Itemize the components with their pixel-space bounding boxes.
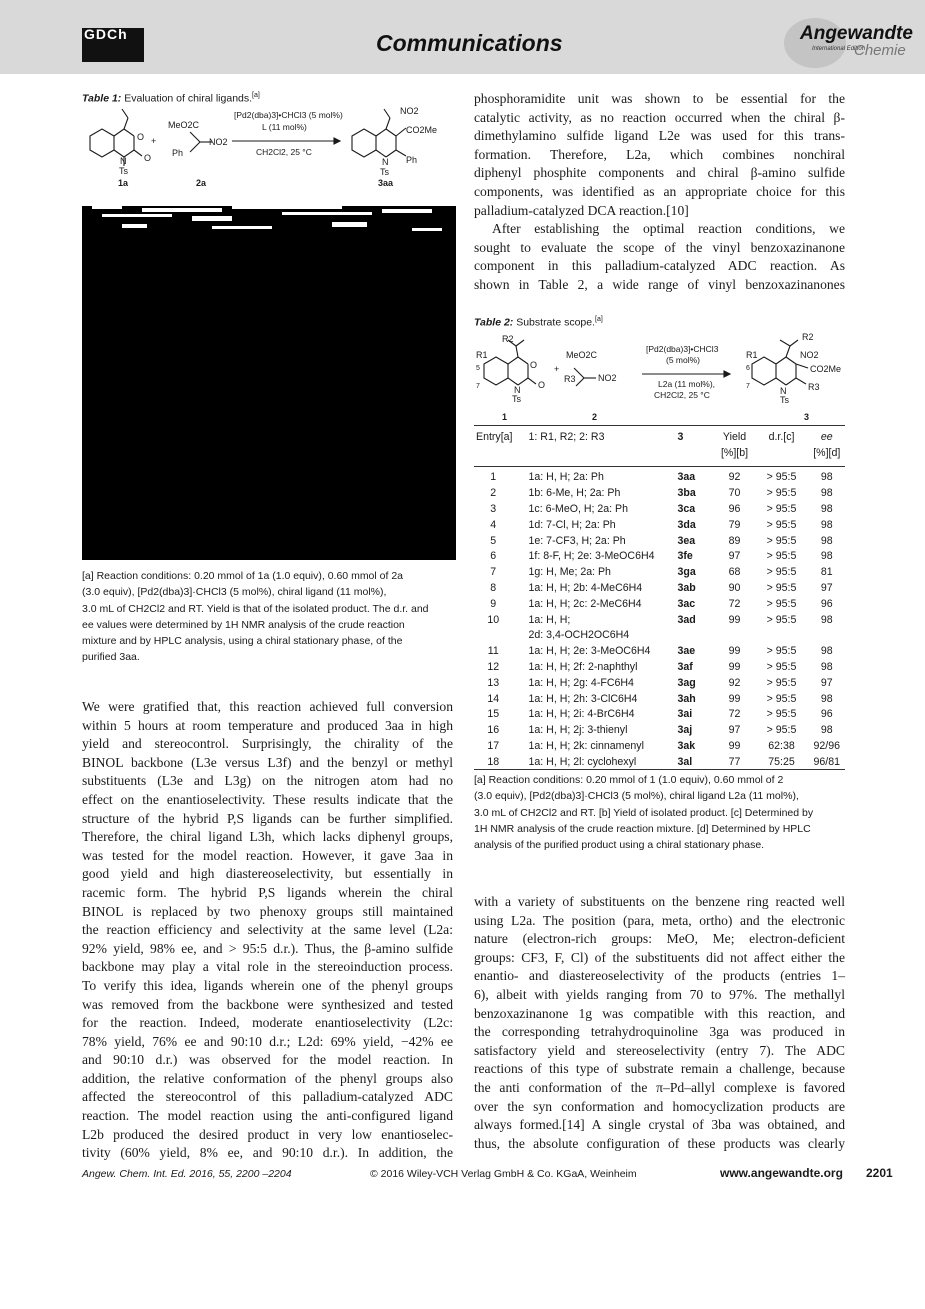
body-line: We were gratified that, this reaction achieved full conversion: [82, 699, 453, 714]
scheme2-r1: R1: [476, 350, 488, 360]
row-ee: 98: [820, 724, 833, 737]
scheme2-pos7: 7: [476, 383, 480, 390]
row-dr: > 95:5: [766, 645, 797, 658]
row-entry: 16: [487, 724, 500, 737]
row-entry: 5: [490, 534, 497, 547]
body-line: good yield and high diastereoselectivity, but essentially in: [82, 866, 453, 882]
body-line: components, was identified as an appropriate choice for this: [474, 183, 845, 199]
table2-caption-label: Table 2:: [474, 316, 514, 329]
body-line: catalytic activity, as no reaction occurred when the chiral β-: [474, 109, 845, 125]
body-line: was removed from the backbone were synthesized and tested: [82, 996, 453, 1012]
row-dr: 62:38: [768, 740, 795, 753]
row-entry: 3: [490, 503, 497, 516]
row-yield: 77: [728, 755, 741, 768]
benzene-ring-3aa: [352, 129, 376, 157]
body-line: formation. Therefore, L2a, which combines nonchiral: [474, 146, 845, 162]
row-entry: 15: [487, 708, 500, 721]
row-entry: 6: [490, 550, 497, 563]
table-row: [474, 754, 844, 770]
table2-header-rule: [474, 466, 845, 467]
table2-footnote-line: 1H NMR analysis of the crude reaction mixture. [d] Determined by HPLC: [474, 822, 811, 835]
body-line: tivity (60% yield, 8% ee, and 90:10 d.r.). In addition, the: [82, 1145, 453, 1161]
scheme1-o-carbonyl: O: [144, 153, 152, 163]
table2-footnote: [474, 772, 849, 853]
row-product: 3ac: [677, 597, 696, 610]
table2-footnote-line: analysis of the purified product using a chiral stationary phase.: [474, 839, 765, 852]
scheme1-ph: Ph: [172, 148, 184, 158]
row-ee: [810, 628, 844, 644]
scheme1-product-ts: Ts: [380, 167, 389, 177]
scheme2-reagent-top: [Pd2(dba)3]•CHCl3: [646, 344, 719, 354]
table-header-row: [474, 429, 844, 445]
row-dr: > 95:5: [766, 550, 797, 563]
header-substrates: 1: R1, R2; 2: R3: [528, 430, 605, 443]
scheme1-reagent-top: [Pd2(dba)3]•CHCl3 (5 mol%): [234, 110, 343, 120]
body-line: backbone may play a vital role in the stereoinduction process.: [82, 959, 453, 975]
row-dr: > 95:5: [766, 692, 797, 705]
table-row: [474, 533, 844, 549]
body-line: within 5 hours at room temperature and produced 3aa in high: [82, 717, 453, 733]
row-substrates: 1d: 7-Cl, H; 2a: Ph: [528, 518, 616, 531]
row-yield: 92: [728, 471, 741, 484]
scheme2-product-r2: R2: [802, 332, 814, 342]
scheme1-ts: Ts: [119, 166, 128, 176]
scheme2-product-no2: NO2: [800, 350, 819, 360]
body-line: dimethylamino sulfide ligand L2e was used for this trans-: [474, 128, 845, 144]
label-2a: 2a: [196, 178, 207, 188]
body-line: structure of the hybrid P,S ligands can be further simplified.: [82, 810, 453, 826]
scheme2-conditions: CH2Cl2, 25 °C: [654, 390, 710, 400]
row-ee: 98: [820, 487, 833, 500]
row-substrates: 1b: 6-Me, H; 2a: Ph: [528, 487, 621, 500]
scheme1-product-no2: NO2: [400, 106, 419, 116]
scheme1-product-co2me: CO2Me: [406, 125, 438, 135]
body-line: diphenyl phosphite components and chiral β-amino sulfide: [474, 165, 845, 181]
body-line: addition, the relative conformation of the phenyl groups also: [82, 1070, 453, 1086]
journal-name: Angewandte: [800, 23, 913, 44]
table1-caption-ref: [a]: [252, 92, 260, 99]
body-line: the anti conformation of the π–Pd–allyl complexe is favored: [474, 1079, 845, 1095]
body-line: the reaction efficiency and selectivity at the same level (L2a:: [82, 922, 453, 938]
row-product: 3af: [677, 661, 693, 674]
body-line: reactions of this type of substrate remain a challenge, because: [474, 1061, 845, 1077]
row-substrates: 1a: H, H; 2g: 4-FC6H4: [528, 676, 634, 689]
row-product: 3ab: [677, 582, 696, 595]
row-entry: 9: [490, 597, 497, 610]
scheme2-pos5: 5: [476, 365, 480, 372]
body-line: with a variety of substituents on the benzene ring reacted well: [474, 894, 845, 909]
label-3: 3: [804, 412, 810, 422]
row-substrates: 1a: H, H; 2f: 2-naphthyl: [528, 661, 638, 674]
row-yield: 92: [728, 676, 741, 689]
table-row: [474, 580, 844, 596]
row-yield: 96: [728, 503, 741, 516]
row-dr: > 95:5: [766, 487, 797, 500]
table-row: [474, 643, 844, 659]
table-row: [474, 470, 844, 486]
row-entry: 13: [487, 676, 500, 689]
row-ee: 81: [820, 566, 833, 579]
table-row: [474, 517, 844, 533]
journal-sub: Chemie: [854, 42, 906, 59]
body-line: always formed.[14] A single crystal of 3ba was obtained, and: [474, 1117, 845, 1133]
table1-reaction-scheme: [82, 104, 462, 190]
row-substrates: 1c: 6-MeO, H; 2a: Ph: [528, 503, 629, 516]
left-column-body: [82, 698, 453, 1163]
row-entry: 7: [490, 566, 497, 579]
scheme1-product-ph: Ph: [406, 155, 418, 165]
footer-citation: Angew. Chem. Int. Ed. 2016, 55, 2200 –2204: [82, 1168, 292, 1180]
header-substrates-2: [513, 445, 678, 461]
body-line: nature (electron-rich groups: MeO, Me; electron-deficient: [474, 931, 845, 947]
row-ee: 98: [820, 661, 833, 674]
table1-caption-label: Table 1:: [82, 92, 122, 105]
body-line: 92% yield, 98% ee, and > 95:5 d.r.). Thus, the β-amino sulfide: [82, 940, 453, 956]
scheme1-o-ring: O: [137, 132, 145, 142]
row-dr: > 95:5: [766, 518, 797, 531]
row-entry: 12: [487, 661, 500, 674]
row-product: 3ca: [677, 503, 696, 516]
row-substrates: 1f: 8-F, H; 2e: 3-MeOC6H4: [528, 550, 655, 563]
row-yield: 99: [728, 645, 741, 658]
table-row: [474, 738, 844, 754]
label-2: 2: [592, 412, 598, 422]
body-line: satisfactory yield and stereoselectivity (entry 7). The ADC: [474, 1042, 845, 1058]
scheme2-o-ring: O: [530, 360, 538, 370]
table2-reaction-scheme: [474, 330, 854, 422]
row-ee: 98: [820, 550, 833, 563]
row-ee: 98: [820, 534, 833, 547]
table-row: [474, 675, 844, 691]
row-product: 3ae: [677, 645, 696, 658]
row-entry: 11: [487, 645, 499, 658]
footer-url[interactable]: www.angewandte.org: [720, 1166, 843, 1180]
scheme2-ester: MeO2C: [566, 350, 598, 360]
row-ee: 98: [820, 692, 833, 705]
body-line: After establishing the optimal reaction conditions, we: [492, 221, 845, 237]
row-yield: 89: [728, 534, 741, 547]
table-row: [474, 707, 844, 723]
scheme2-r3: R3: [564, 374, 576, 384]
table1-scan-noise: [82, 200, 456, 240]
scheme1-product-n: N: [382, 157, 389, 167]
header-dr-2: [754, 445, 810, 461]
body-line: groups: CF3, F, Cl) of the substituents did not affect either the: [474, 949, 845, 965]
scheme2-r2: R2: [502, 334, 514, 344]
body-line: To verify this idea, ligands wherein one of the phenyl groups: [82, 977, 453, 993]
body-line: enantio- and diastereoselectivity of the products (entries 1–: [474, 968, 845, 984]
page-number: 2201: [866, 1166, 893, 1180]
table2-caption: [474, 316, 603, 329]
row-entry: 17: [487, 740, 500, 753]
row-product: 3ah: [677, 692, 696, 705]
body-line: BINOL backbone (L3e versus L3f) and the benzyl or methyl: [82, 754, 453, 770]
table2-footnote-line: 3.0 mL of CH2Cl2 and RT. [b] Yield of isolated product. [c] Determined by: [474, 806, 814, 819]
row-substrates: 1e: 7-CF3, H; 2a: Ph: [528, 534, 626, 547]
row-substrates: 1a: H, H; 2e: 3-MeOC6H4: [528, 645, 651, 658]
body-line: and 90:10 d.r.) was observed for the model reaction. In: [82, 1052, 453, 1068]
right-column-top: [474, 90, 845, 295]
row-entry: 4: [490, 518, 497, 531]
table1-footnote-line: purified 3aa.: [82, 651, 140, 664]
body-line: over the syn conformation and homocyclization products are: [474, 1098, 845, 1114]
body-line: using L2a. The position (para, meta, ortho) and the electronic: [474, 912, 845, 928]
body-line: affected the stereocontrol of this palladium-catalyzed ADC: [82, 1089, 453, 1105]
row-dr: 75:25: [768, 755, 795, 768]
row-entry: 1: [490, 471, 497, 484]
row-entry: 18: [487, 755, 500, 768]
table2-caption-text: Substrate scope.: [513, 316, 596, 329]
body-line: palladium-catalyzed DCA reaction.[10]: [474, 202, 689, 218]
row-product: 3al: [677, 755, 693, 768]
body-line: the corresponding tetrahydroquinoline 3ga was produced in: [474, 1024, 845, 1040]
benzene-ring-1a: [90, 129, 114, 157]
row-ee: 98: [820, 471, 833, 484]
table-row: [474, 549, 844, 565]
row-entry: 10: [487, 613, 500, 626]
table2-bottom-rule: [474, 769, 845, 770]
header-ee: ee: [820, 430, 833, 443]
scheme2-no2: NO2: [598, 373, 617, 383]
body-line: sought to evaluate the scope of the vinyl benzoxazinanone: [474, 239, 845, 255]
publisher-logo-text: GDCh: [84, 26, 128, 42]
scheme2-o-carbonyl: O: [538, 380, 546, 390]
table-row: [474, 722, 844, 738]
scheme1-n: N: [120, 156, 127, 166]
table1-footnote-line: ee values were determined by 1H NMR analysis of the crude reaction: [82, 618, 405, 631]
header-entry: Entry[a]: [476, 430, 513, 443]
row-dr: > 95:5: [766, 582, 797, 595]
row-dr: > 95:5: [766, 613, 797, 626]
table1-obscured-region: [82, 200, 456, 560]
right-column-body: [474, 893, 845, 1153]
body-line: Therefore, the chiral ligand L3h, which lacks diphenyl groups,: [82, 829, 453, 845]
row-yield: 99: [728, 613, 741, 626]
header-product-2: [678, 445, 716, 461]
row-yield: 97: [728, 550, 741, 563]
table1-footnote-line: (3.0 equiv), [Pd2(dba)3]·CHCl3 (5 mol%), chiral ligand (11 mol%),: [82, 586, 387, 599]
row-ee: 96: [820, 708, 833, 721]
body-line: L2b produced the desired product in very low enantioselec-: [82, 1126, 453, 1142]
scheme2-product-r1: R1: [746, 350, 758, 360]
row-ee: 98: [820, 645, 833, 658]
row-substrates: 1a: H, H; 2b: 4-MeC6H4: [528, 582, 643, 595]
body-line: benzoxazinanone 1g was compatible with this reaction, and: [474, 1005, 845, 1021]
body-line: yield and stereocontrol. Surprisingly, the chirality of the: [82, 736, 453, 752]
header-dr: d.r.[c]: [768, 430, 795, 443]
substrate-scope-table: [474, 429, 844, 770]
section-title: Communications: [376, 30, 563, 56]
scheme2-product-pos6: 6: [746, 365, 750, 372]
row-yield: [716, 628, 754, 644]
row-substrates: 1a: H, H; 2a: Ph: [528, 471, 604, 484]
row-dr: > 95:5: [766, 597, 797, 610]
row-dr: > 95:5: [766, 708, 797, 721]
row-yield: 68: [728, 566, 741, 579]
body-line: component in this palladium-catalyzed ADC reaction. As: [474, 258, 845, 274]
row-ee: 92/96: [813, 740, 841, 753]
row-dr: > 95:5: [766, 503, 797, 516]
table2-footnote-line: [a] Reaction conditions: 0.20 mmol of 1 (1.0 equiv), 0.60 mmol of 2: [474, 774, 784, 786]
header-product: 3: [677, 430, 684, 443]
row-product: 3aj: [677, 724, 693, 737]
row-dr: > 95:5: [766, 661, 797, 674]
table-header-row-2: [474, 445, 844, 461]
footer-copyright: © 2016 Wiley-VCH Verlag GmbH & Co. KGaA, Weinheim: [370, 1168, 637, 1180]
header-entry-2: [474, 445, 513, 461]
row-substrates: 1a: H, H; 2k: cinnamenyl: [528, 740, 644, 753]
table2-footnote-line: (3.0 equiv), [Pd2(dba)3]·CHCl3 (5 mol%), chiral ligand L2a (11 mol%),: [474, 790, 799, 803]
body-line: substituents (L3e and L3g) on the nitrogen atom had no: [82, 773, 453, 789]
row-product: 3fe: [677, 550, 693, 563]
row-dr: [754, 628, 810, 644]
table-row: [474, 628, 844, 644]
table2-caption-ref: [a]: [595, 316, 603, 323]
table1-footnote-line: 3.0 mL of CH2Cl2 and RT. Yield is that of the isolated product. The d.r. and: [82, 602, 429, 615]
row-product: 3ga: [677, 566, 696, 579]
scheme2-product-pos7: 7: [746, 383, 750, 390]
scheme2-product-n: N: [780, 386, 787, 396]
body-line: shown in Table 2, a wide range of vinyl benzoxazinanones: [474, 276, 845, 292]
row-ee: 96/81: [813, 755, 841, 768]
table1-footnote-line: [a] Reaction conditions: 0.20 mmol of 1a (1.0 equiv), 0.60 mmol of 2a: [82, 570, 404, 582]
row-product: 3ea: [677, 534, 696, 547]
row-substrates: 1a: H, H; 2h: 3-ClC6H4: [528, 692, 638, 705]
table1-caption: [82, 92, 260, 105]
row-entry: 2: [490, 487, 497, 500]
body-line: 78% yield, 76% ee and 90:10 d.r.; L2d: 69% yield, −42% ee: [82, 1033, 453, 1049]
body-line: was tested for the model reaction. However, it gave 3aa in: [82, 847, 453, 863]
row-product: 3da: [677, 518, 696, 531]
body-line: 6), albeit with yields ranging from 70 to 97%. The methallyl: [474, 986, 845, 1002]
row-ee: 97: [820, 676, 833, 689]
label-1a: 1a: [118, 178, 129, 188]
body-line: phosphoramidite unit was shown to be essential for the: [474, 91, 845, 106]
row-yield: 72: [728, 708, 741, 721]
table-row: [474, 564, 844, 580]
table1-caption-text: Evaluation of chiral ligands.: [121, 92, 253, 105]
scheme2-n: N: [514, 385, 521, 395]
body-line: racemic form. The hybrid P,S ligands wherein the chiral: [82, 884, 453, 900]
journal-edition: International Edition: [812, 46, 866, 52]
row-substrates: 1a: H, H; 2i: 4-BrC6H4: [528, 708, 635, 721]
row-yield: 97: [728, 724, 741, 737]
row-substrates: 1a: H, H; 2l: cyclohexyl: [528, 755, 637, 768]
table1-footnote-line: mixture and by HPLC analysis, using a chiral stationary phase, of the: [82, 635, 403, 648]
row-product: 3ai: [677, 708, 693, 721]
row-yield: 99: [728, 692, 741, 705]
scheme2-plus: +: [554, 364, 560, 374]
row-ee: 97: [820, 582, 833, 595]
row-dr: > 95:5: [766, 676, 797, 689]
row-ee: 98: [820, 613, 833, 626]
scheme2-reagent-mid: (5 mol%): [666, 355, 701, 365]
row-yield: 99: [728, 740, 741, 753]
table-row: [474, 501, 844, 517]
row-dr: > 95:5: [766, 471, 797, 484]
scheme1-ester: MeO2C: [168, 120, 200, 130]
row-ee: 98: [820, 503, 833, 516]
row-substrates: 1g: H, Me; 2a: Ph: [528, 566, 611, 579]
scheme2-product-co2me: CO2Me: [810, 364, 842, 374]
row-entry: [474, 628, 513, 644]
row-substrates: 2d: 3,4-OCH2OC6H4: [528, 629, 630, 642]
label-3aa: 3aa: [378, 178, 394, 188]
table-row: [474, 691, 844, 707]
row-ee: 98: [820, 518, 833, 531]
table-row: [474, 659, 844, 675]
scheme2-product-r3: R3: [808, 382, 820, 392]
table-row: [474, 485, 844, 501]
row-product: 3aa: [677, 471, 696, 484]
scheme2-reagent-l: L2a (11 mol%),: [658, 379, 716, 389]
row-ee: 96: [820, 597, 833, 610]
scheme2-product-ts: Ts: [780, 395, 789, 405]
scheme1-plus: +: [151, 136, 157, 146]
scheme2-ts: Ts: [512, 394, 521, 404]
row-product: 3ag: [677, 676, 696, 689]
row-yield: 90: [728, 582, 741, 595]
scheme1-no2: NO2: [209, 137, 228, 147]
header-ee-unit: [%][d]: [813, 446, 841, 459]
body-line: for the reaction. Indeed, moderate enantioselectivity (L2c:: [82, 1015, 453, 1031]
scheme1-conditions: CH2Cl2, 25 °C: [256, 147, 312, 157]
row-yield: 99: [728, 661, 741, 674]
row-yield: 79: [728, 518, 741, 531]
table1-footnote: [82, 568, 460, 666]
row-dr: > 95:5: [766, 724, 797, 737]
row-substrates: 1a: H, H; 2j: 3-thienyl: [528, 724, 628, 737]
row-product: 3ba: [677, 487, 696, 500]
row-dr: > 95:5: [766, 534, 797, 547]
scheme1-reagent-mid: L (11 mol%): [262, 122, 307, 132]
row-substrates: 1a: H, H; 2c: 2-MeC6H4: [528, 597, 642, 610]
table-row: [474, 596, 844, 612]
body-line: BINOL is replaced by two phenoxy groups still maintained: [82, 903, 453, 919]
row-yield: 72: [728, 597, 741, 610]
table2-top-rule: [474, 425, 845, 426]
row-product: [678, 628, 716, 644]
row-yield: 70: [728, 487, 741, 500]
table-row: [474, 612, 844, 628]
row-dr: > 95:5: [766, 566, 797, 579]
row-entry: 8: [490, 582, 497, 595]
row-substrates: 1a: H, H;: [528, 613, 571, 626]
header-yield-unit: [%][b]: [720, 446, 749, 459]
body-line: thus, the absolute configuration of these products was clearly: [474, 1135, 845, 1151]
row-product: 3ad: [677, 613, 696, 626]
header-yield: Yield: [722, 430, 747, 443]
body-line: effect on the enantioselectivity. These results indicate that the: [82, 791, 453, 807]
row-entry: 14: [487, 692, 500, 705]
body-line: reaction. The model reaction using the anti-configured ligand: [82, 1108, 453, 1124]
row-product: 3ak: [677, 740, 696, 753]
label-1: 1: [502, 412, 508, 422]
